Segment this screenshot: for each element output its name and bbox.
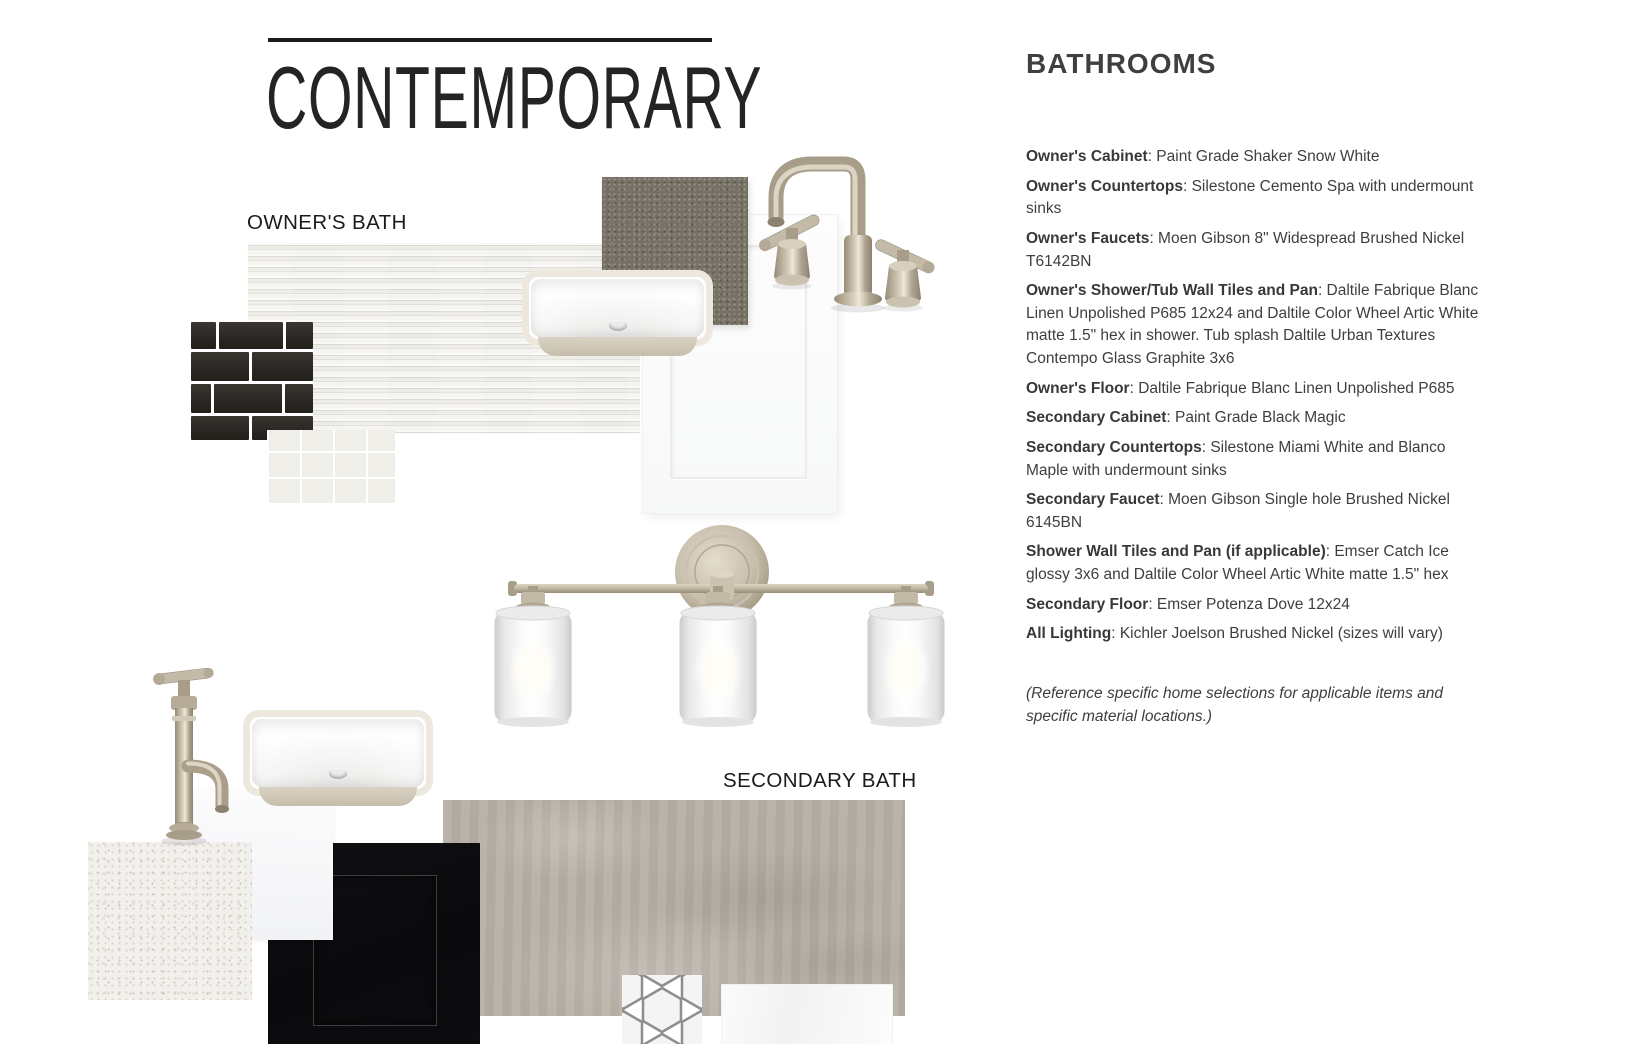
- spec-item-desc: : Emser Catch Ice glossy 3x6 and Daltile Color Wheel Artic White matte 1.5" hex: [1026, 543, 1449, 583]
- spec-item-desc: : Paint Grade Black Magic: [1166, 409, 1346, 427]
- secondary-undermount-sink: [243, 710, 433, 796]
- spec-item-label: Secondary Cabinet: [1026, 409, 1167, 427]
- spec-item-label: Secondary Countertops: [1026, 438, 1202, 456]
- spec-item-label: Owner's Faucets: [1026, 229, 1150, 247]
- widespread-faucet-image: [752, 140, 937, 330]
- spec-item: [1026, 489, 1488, 534]
- spec-item-desc: : Silestone Miami White and Blanco Maple with undermount sinks: [1026, 438, 1446, 479]
- spec-item-label: Owner's Countertops: [1026, 177, 1183, 195]
- sink-drain: [609, 320, 627, 331]
- spec-item-desc: : Kichler Joelson Brushed Nickel (sizes will vary): [1111, 625, 1443, 643]
- spec-item: [1026, 541, 1488, 586]
- single-hole-faucet-image: [138, 658, 258, 853]
- swatch-contempo-glass-graphite-subway: [191, 322, 313, 440]
- owners-bath-label: OWNER'S BATH: [247, 211, 407, 234]
- spec-item-label: Secondary Faucet: [1026, 491, 1160, 509]
- spec-item-label: All Lighting: [1026, 625, 1112, 643]
- swatch-artic-white-hex-mosaic: [622, 975, 702, 1044]
- spec-item: [1026, 146, 1488, 169]
- title-rule: [268, 38, 712, 42]
- reference-note: (Reference specific home selections for applicable items and specific material locations.): [1026, 684, 1443, 725]
- spec-item-desc: : Moen Gibson Single hole Brushed Nickel 6145BN: [1026, 491, 1450, 531]
- secondary-bath-label: SECONDARY BATH: [723, 769, 917, 792]
- spec-item-desc: : Moen Gibson 8" Widespread Brushed Nickel T6142BN: [1026, 229, 1465, 270]
- spec-item: [1026, 623, 1488, 646]
- spec-item: [1026, 176, 1488, 221]
- spec-item-label: Secondary Floor: [1026, 595, 1149, 613]
- sink-underside: [259, 786, 417, 806]
- spec-item: [1026, 594, 1488, 617]
- spec-item-desc: : Silestone Cemento Spa with undermount sinks: [1026, 177, 1474, 218]
- spec-item-label: Owner's Shower/Tub Wall Tiles and Pan: [1026, 282, 1318, 300]
- spec-item-label: Owner's Floor: [1026, 379, 1130, 397]
- faucet-left-handle: [757, 213, 821, 290]
- spec-item-desc: : Daltile Fabrique Blanc Linen Unpolished P685: [1129, 379, 1455, 397]
- spec-list: [1026, 146, 1488, 735]
- sink-underside: [538, 336, 697, 356]
- spec-item-desc: : Emser Potenza Dove 12x24: [1148, 595, 1350, 613]
- spec-item: [1026, 437, 1488, 482]
- spec-item-label: Owner's Cabinet: [1026, 148, 1148, 165]
- bathrooms-heading: BATHROOMS: [1026, 48, 1217, 79]
- swatch-silestone-miami-white: [88, 842, 252, 1000]
- faucet-right-handle: [873, 237, 936, 311]
- sink-drain: [329, 768, 347, 779]
- spec-item-desc: : Daltile Fabrique Blanc Linen Unpolished P685 12x24 and Daltile Color Wheel Artic White matte 1.5" hex in shower. Tub splash Daltile Urban Textures Contempo Glass Graphite 3x6: [1026, 282, 1479, 367]
- swatch-artic-white-mosaic: [267, 430, 395, 505]
- spec-item: [1026, 407, 1488, 430]
- spec-item: [1026, 280, 1488, 371]
- vanity-light-image: [478, 522, 958, 732]
- owner-undermount-sink: [522, 270, 713, 346]
- spec-item-label: Shower Wall Tiles and Pan (if applicable): [1026, 543, 1326, 561]
- spec-item-desc: : Paint Grade Shaker Snow White: [1147, 148, 1380, 165]
- spec-item: [1026, 378, 1488, 401]
- swatch-emser-catch-ice-tile: [722, 985, 892, 1044]
- page-title: CONTEMPORARY: [266, 48, 763, 147]
- spec-item: [1026, 228, 1488, 273]
